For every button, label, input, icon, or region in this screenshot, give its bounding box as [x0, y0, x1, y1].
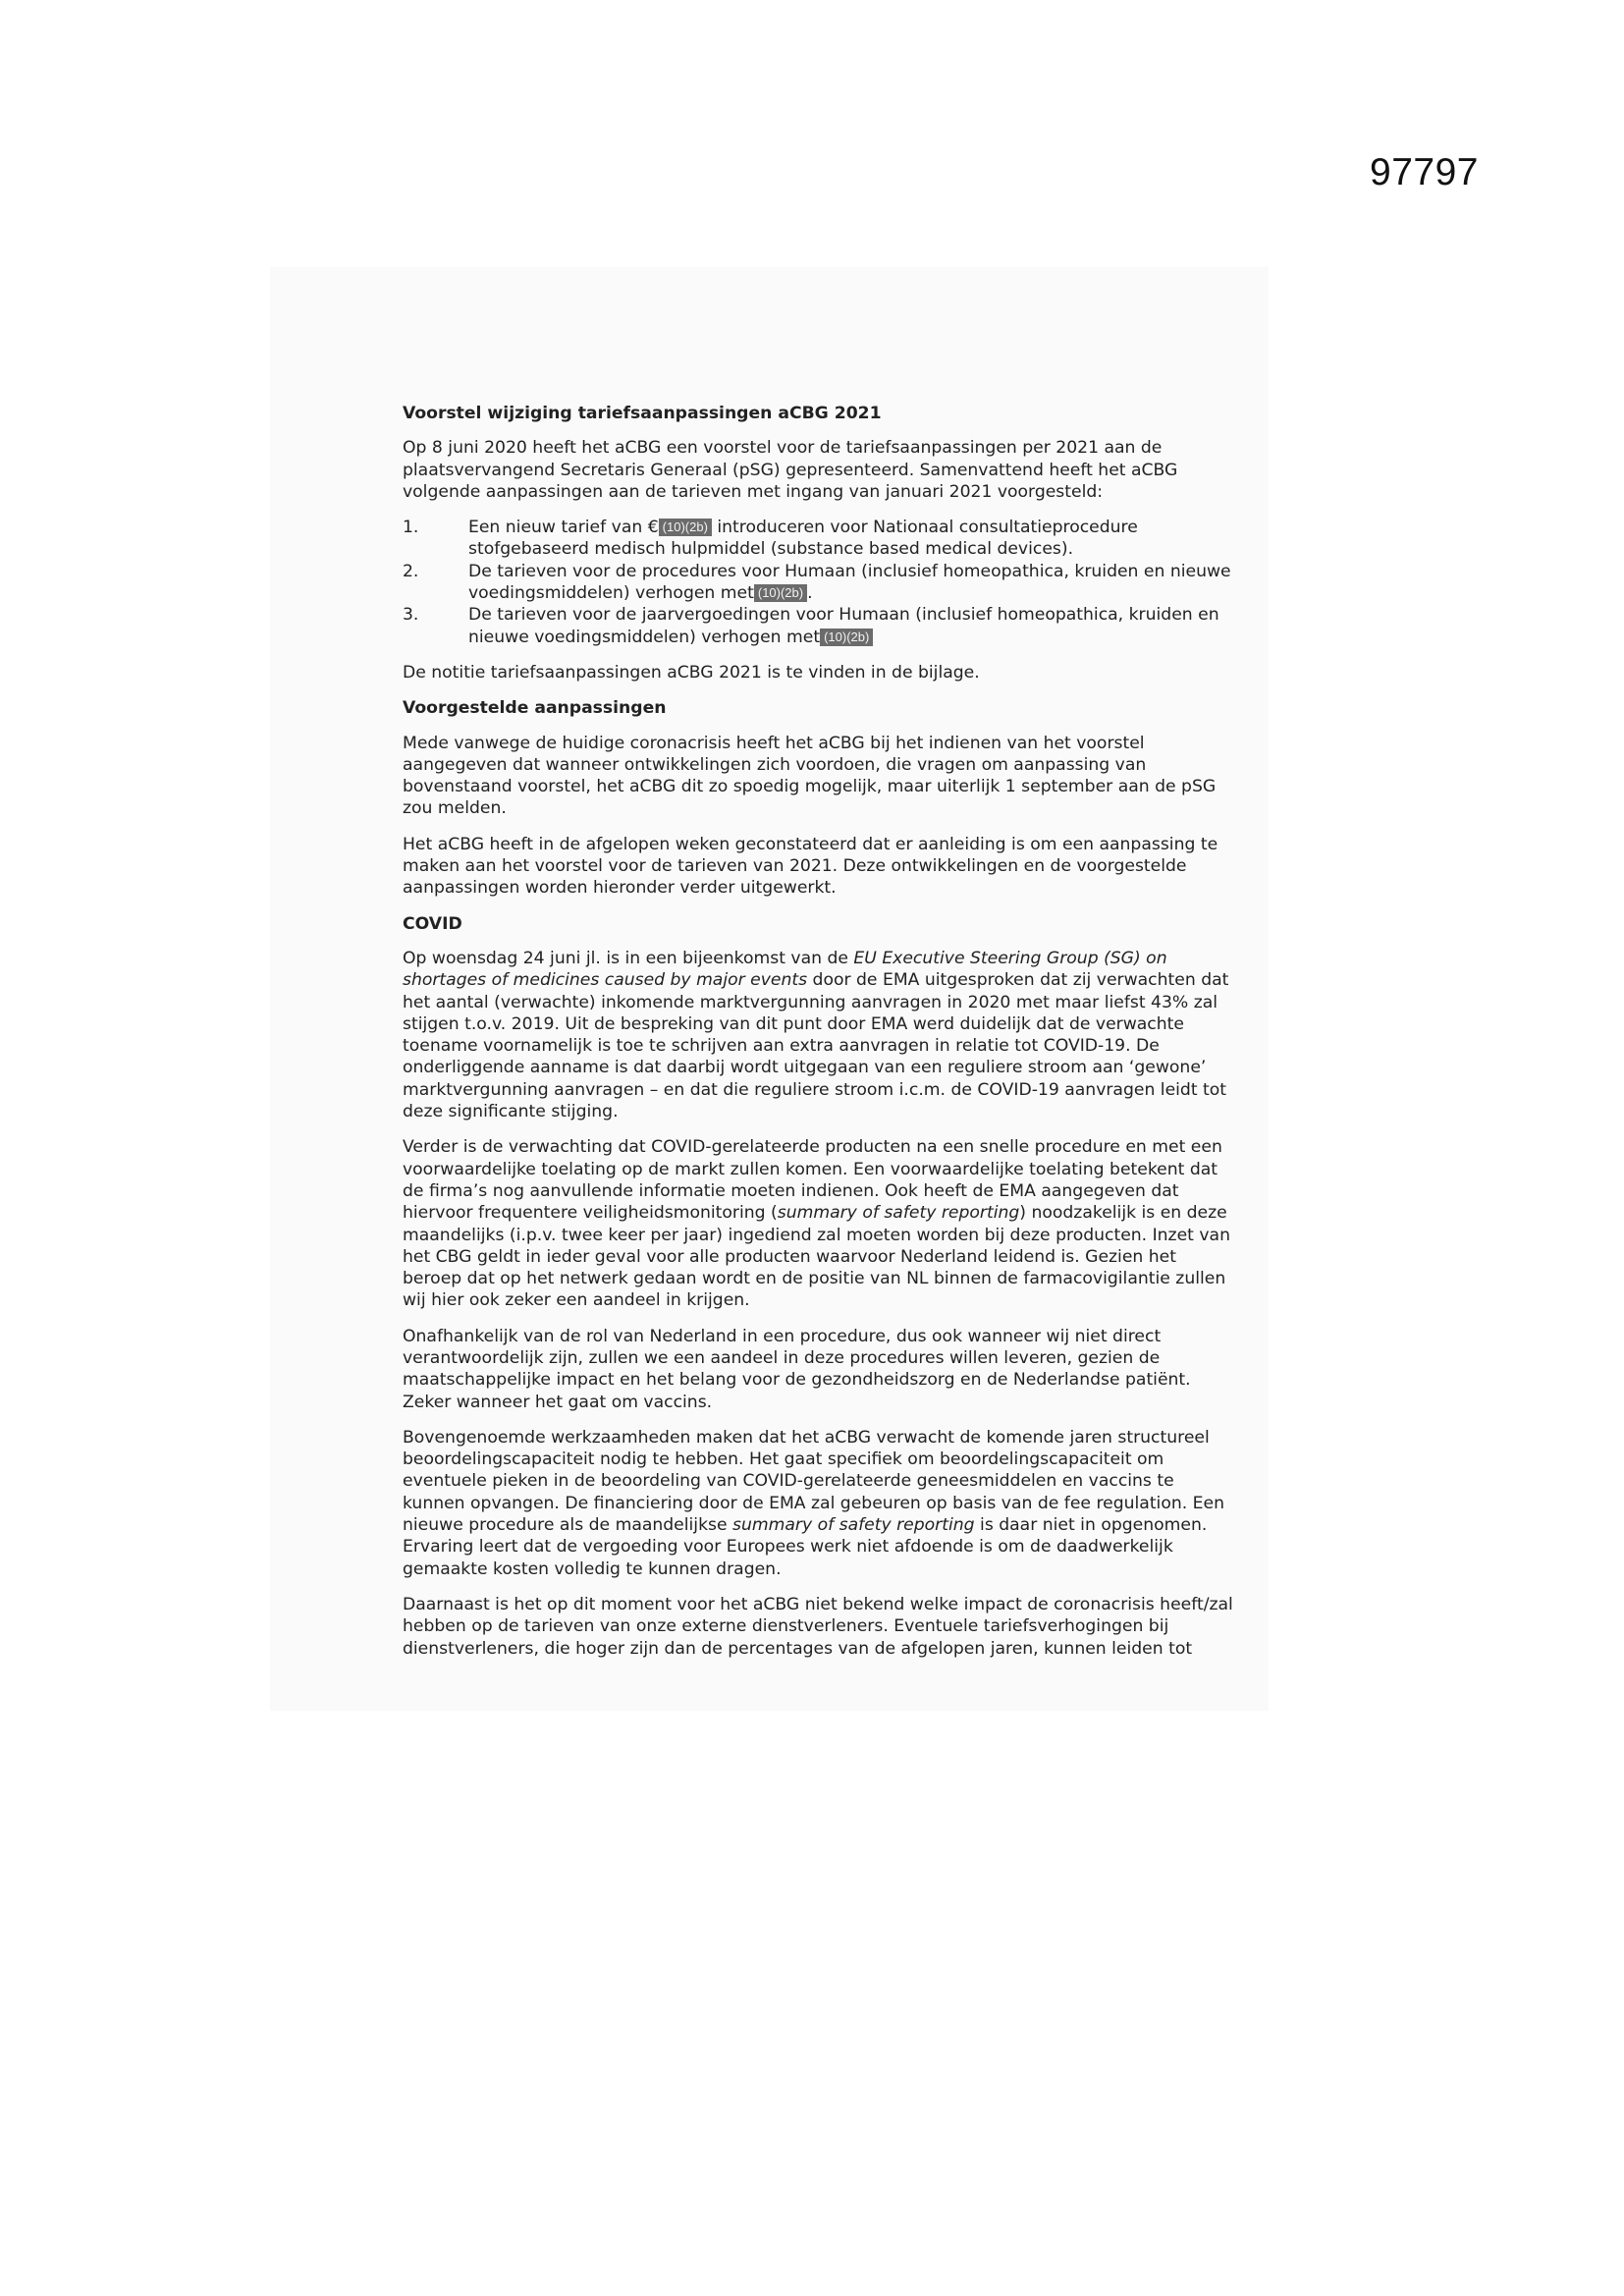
text-run: Verder is de verwachting dat COVID-gerelateerde producten na een snelle procedure en met een voorwaardelijke toelating op de markt zullen komen. Een voorwaardelijke toelating betekent dat de firma’s nog aanvullende informatie moeten indienen. Ook heeft de EMA aangegeven dat hiervoor frequentere veiligheidsmonitoring ( — [403, 1137, 1222, 1224]
document-body — [403, 403, 1237, 1673]
list-item-text-after: . — [807, 583, 813, 604]
list-item-text-before: Een nieuw tarief van € — [468, 518, 659, 538]
proposal-list — [403, 517, 1237, 648]
list-item — [403, 604, 1237, 648]
paragraph: Onafhankelijk van de rol van Nederland in een procedure, dus ook wanneer wij niet direct verantwoordelijk zijn, zullen we een aandeel in deze procedures willen leveren, gezien de maatschappelijke impact en het belang voor de gezondheidszorg en de Nederlandse patiënt. Zeker wanneer het gaat om vaccins. — [403, 1326, 1191, 1412]
document-number: 97797 — [1370, 151, 1479, 193]
paragraph — [403, 1136, 1237, 1311]
text-run: ) noodzakelijk is en deze maandelijks (i.p.v. twee keer per jaar) ingediend zal moeten worden bij deze producten. Inzet van het CBG geldt in ieder geval voor alle producten waarvoor Nederland leidend is. Gezien het beroep dat op het netwerk gedaan wordt en de positie van NL binnen de farmacovigilantie zullen wij hier ook zeker een aandeel in krijgen. — [403, 1203, 1230, 1311]
italic-term: EU Executive Steering Group (SG) on shortages of medicines caused by major events — [403, 948, 1167, 991]
list-item-text — [468, 517, 1237, 561]
list-item-number: 3. — [403, 605, 419, 626]
text-run: Bovengenoemde werkzaamheden maken dat het aCBG verwacht de komende jaren structureel beoordelingscapaciteit nodig te hebben. Het gaat specifiek om beoordelingscapaciteit om eventuele pieken in de beoordeling van COVID-gerelateerde geneesmiddelen en vaccins te kunnen opvangen. De financiering door de EMA zal gebeuren op basis van de fee regulation. Een nieuwe procedure als de maandelijkse — [403, 1427, 1224, 1536]
paragraph — [403, 948, 1237, 1122]
list-item-text — [468, 604, 1237, 648]
paragraph — [403, 1427, 1237, 1580]
redaction-box: (10)(2b) — [659, 519, 712, 536]
text-run: is daar niet in opgenomen. Ervaring leert dat de vergoeding voor Europees werk niet afdoende is om de daadwerkelijk gemaakte kosten volledig te kunnen dragen. — [403, 1515, 1208, 1579]
paragraph: Mede vanwege de huidige coronacrisis heeft het aCBG bij het indienen van het voorstel aangegeven dat wanneer ontwikkelingen zich voordoen, die vragen om aanpassing van bovenstaand voorstel, het aCBG dit zo spoedig mogelijk, maar uiterlijk 1 september aan de pSG zou melden. — [403, 733, 1217, 819]
list-item-text-after: introduceren voor Nationaal consultatieprocedure stofgebaseerd medisch hulpmiddel (substance based medical devices). — [468, 518, 1138, 560]
italic-term: summary of safety reporting — [732, 1515, 975, 1536]
text-run: door de EMA uitgesproken dat zij verwachten dat het aantal (verwachte) inkomende marktvergunning aanvragen in 2020 met maar liefst 43% zal stijgen t.o.v. 2019. Uit de bespreking van dit punt door EMA werd duidelijk dat de verwachte toename voornamelijk is toe te schrijven aan extra aanvragen in relatie tot COVID-19. De onderliggende aanname is dat daarbij wordt uitgegaan van een reguliere stroom aan ‘gewone’ marktvergunning aanvragen – en dat die reguliere stroom i.c.m. de COVID-19 aanvragen leidt tot deze significante stijging. — [403, 970, 1229, 1122]
document-title: Voorstel wijziging tariefsaanpassingen aCBG 2021 — [403, 404, 882, 423]
list-item-text — [468, 561, 1237, 605]
paragraph: Het aCBG heeft in de afgelopen weken geconstateerd dat er aanleiding is om een aanpassing te maken aan het voorstel voor de tarieven van 2021. Deze ontwikkelingen en de voorgestelde aanpassingen worden hieronder verder uitgewerkt. — [403, 834, 1218, 899]
redaction-box: (10)(2b) — [754, 584, 807, 602]
section-heading-adjustments: Voorgestelde aanpassingen — [403, 698, 667, 719]
attachment-note: De notitie tariefsaanpassingen aCBG 2021 is te vinden in de bijlage. — [403, 662, 980, 683]
section-heading-covid: COVID — [403, 913, 462, 934]
redaction-box: (10)(2b) — [820, 629, 873, 646]
list-item — [403, 517, 1237, 561]
list-item — [403, 561, 1237, 605]
list-item-text-before: De tarieven voor de procedures voor Humaan (inclusief homeopathica, kruiden en nieuwe voedingsmiddelen) verhogen met — [468, 561, 1231, 604]
text-run: Op woensdag 24 juni jl. is in een bijeenkomst van de — [403, 948, 854, 968]
list-item-text-before: De tarieven voor de jaarvergoedingen voor Humaan (inclusief homeopathica, kruiden en nieuwe voedingsmiddelen) verhogen met — [468, 605, 1219, 647]
intro-paragraph: Op 8 juni 2020 heeft het aCBG een voorstel voor de tariefsaanpassingen per 2021 aan de plaatsvervangend Secretaris Generaal (pSG) gepresenteerd. Samenvattend heeft het aCBG volgende aanpassingen aan de tarieven met ingang van januari 2021 voorgesteld: — [403, 438, 1178, 502]
list-item-number: 1. — [403, 518, 419, 538]
italic-term: summary of safety reporting — [777, 1203, 1020, 1224]
paragraph: Daarnaast is het op dit moment voor het aCBG niet bekend welke impact de coronacrisis heeft/zal hebben op de tarieven van onze externe dienstverleners. Eventuele tariefsverhogingen bij dienstverleners, die hoger zijn dan de percentages van de afgelopen jaren, kunnen leiden tot — [403, 1594, 1233, 1659]
list-item-number: 2. — [403, 561, 419, 581]
